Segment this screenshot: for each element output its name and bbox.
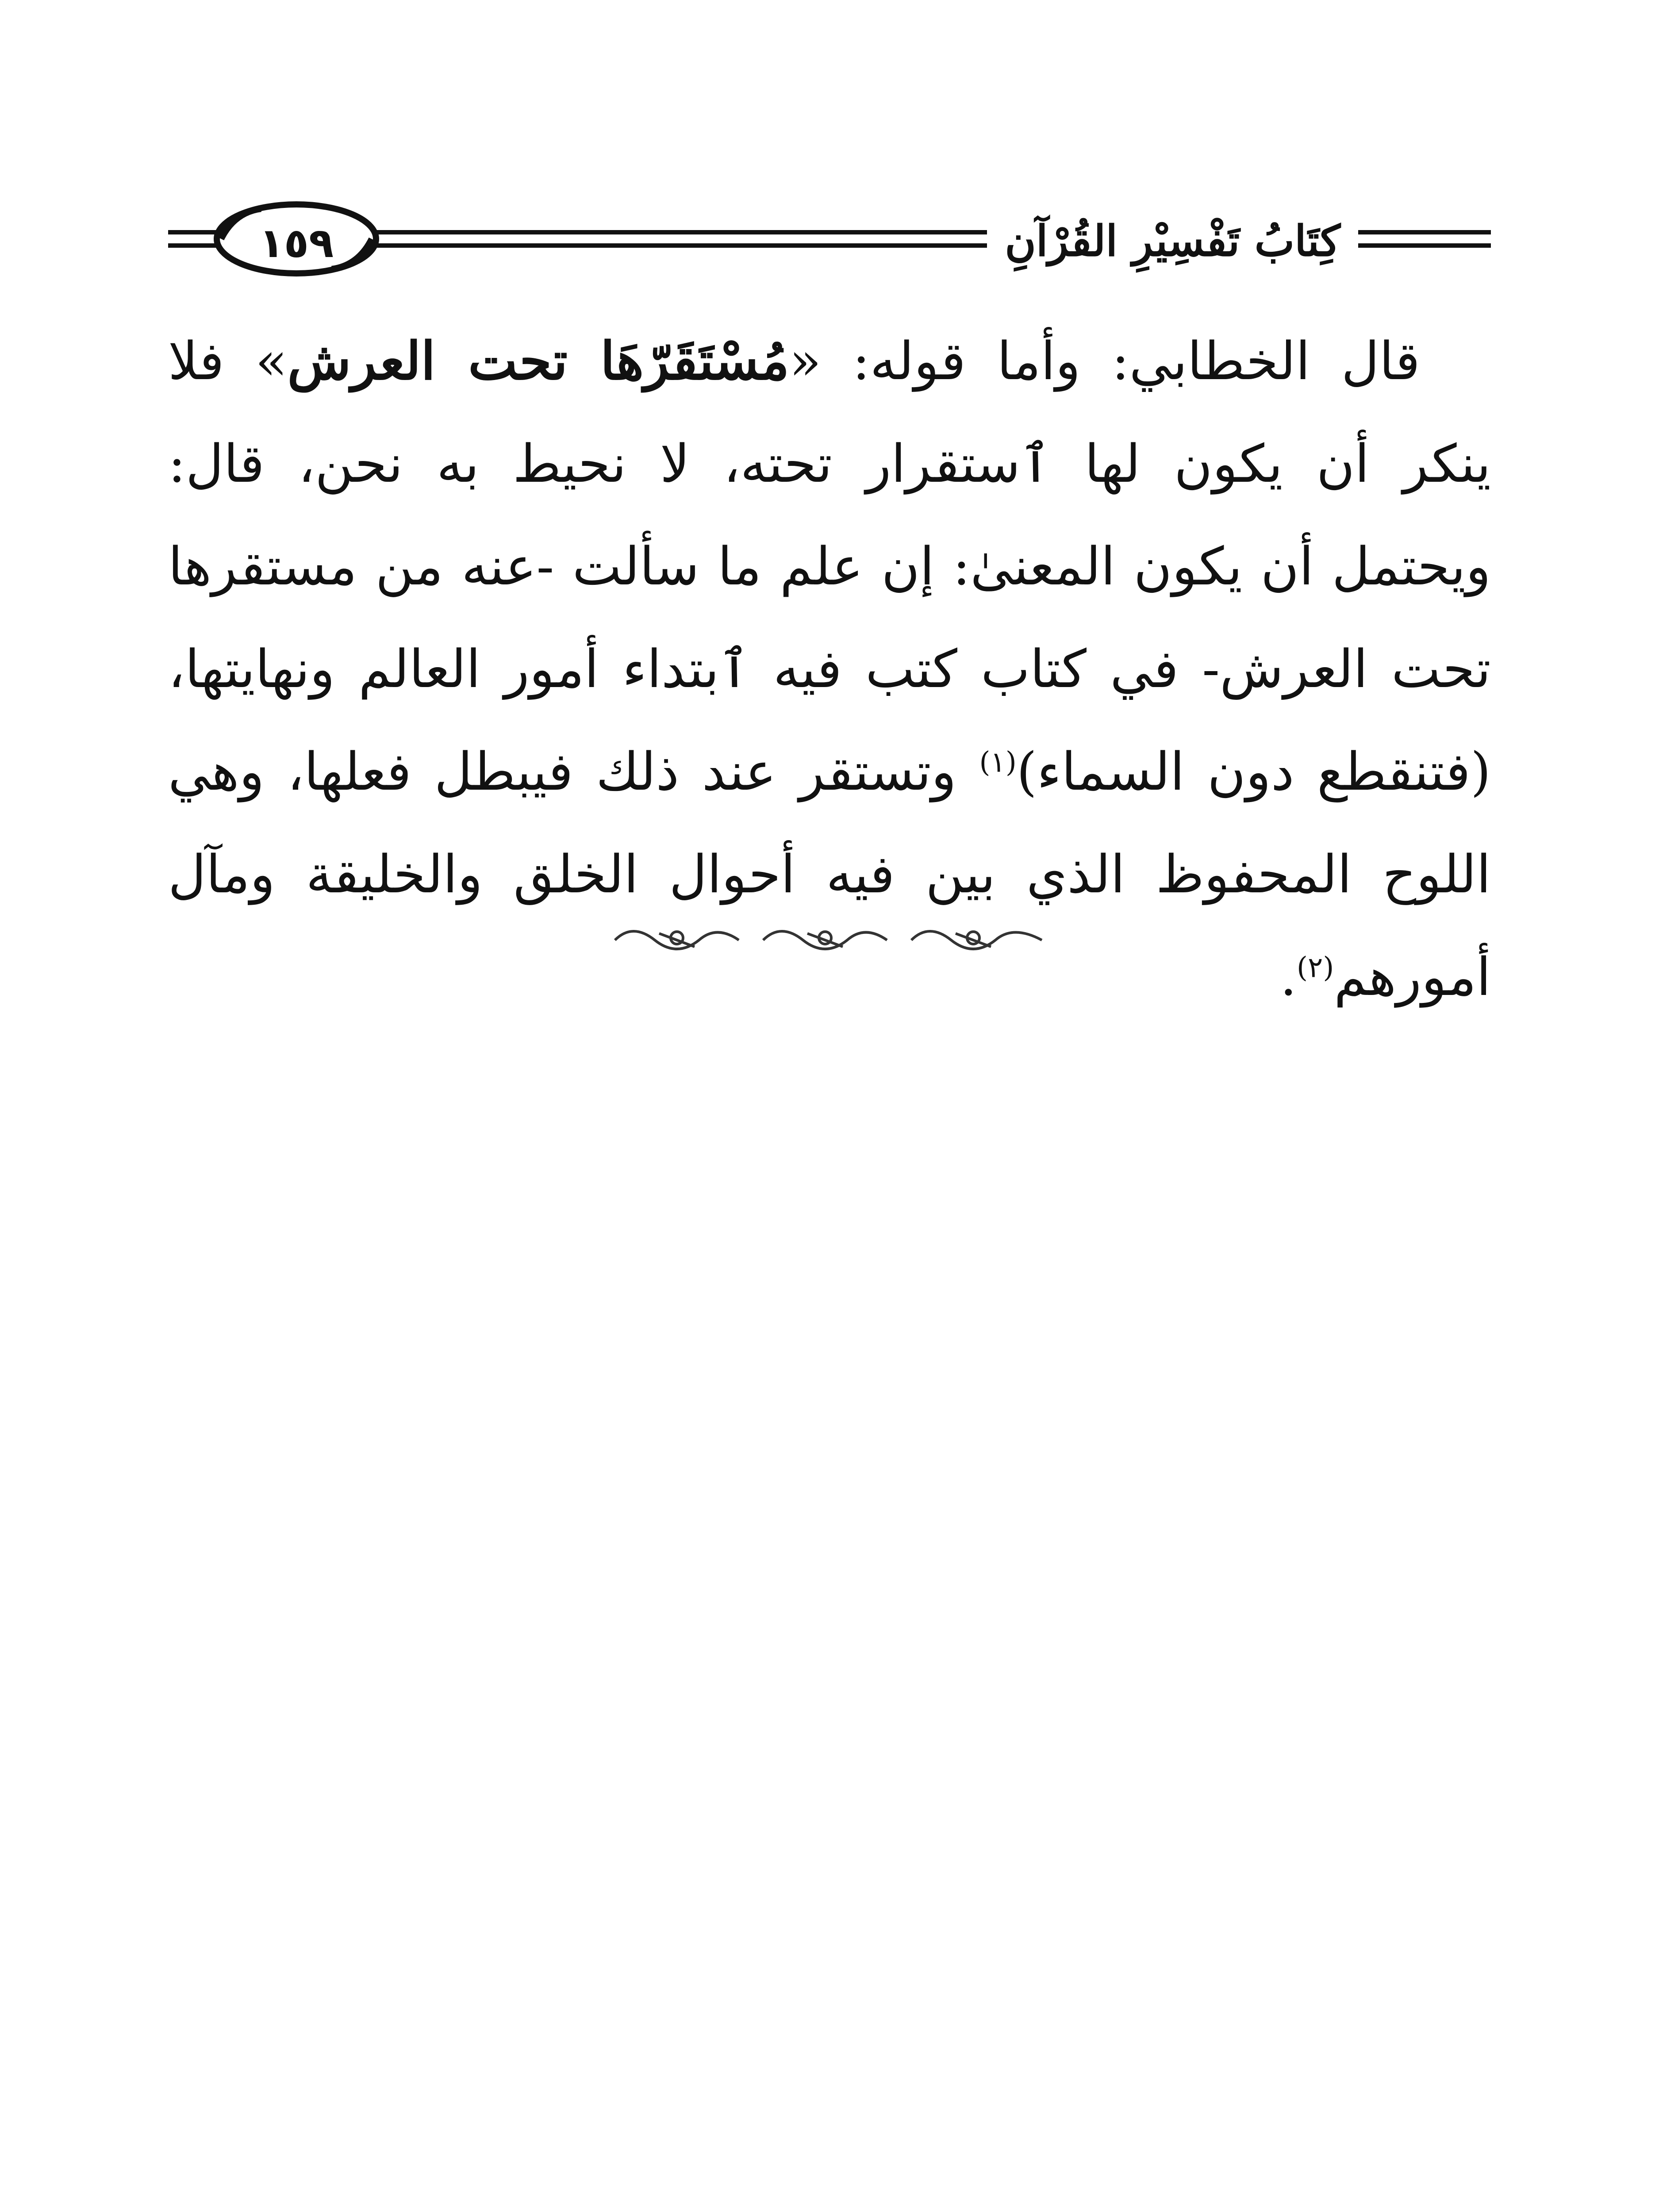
text-run: . — [1280, 946, 1297, 1007]
quoted-phrase: مُسْتَقَرّهَا تحت العرش — [287, 330, 790, 392]
text-run: قال الخطابي: وأما قوله: « — [789, 330, 1420, 392]
text-run: » فلا ينكر أن يكون لها ٱستقرار تحته، لا نحيط به نحن، قال: ويحتمل أن يكون المعنىٰ: إن علم ما سألت -عنه من مستقرها تحت العرش- في كتاب كتب فيه ٱبتداء أمور العالم ونهايتها، (فتنقطع دون السماء) — [168, 330, 1491, 802]
page-header — [168, 195, 1491, 292]
section-ornament — [606, 920, 1053, 960]
footnote-marker: (٢) — [1296, 951, 1334, 984]
footnote-marker: (١) — [979, 746, 1017, 779]
text-run: وتستقر عند ذلك فيبطل فعلها، وهي اللوح المحفوظ الذي بين فيه أحوال الخلق والخليقة ومآل أمورهم — [168, 741, 1491, 1007]
running-title: كِتَابُ تَفْسِيْرِ القُرْآنِ — [987, 208, 1358, 274]
page-number: ١٥٩ — [259, 219, 334, 267]
